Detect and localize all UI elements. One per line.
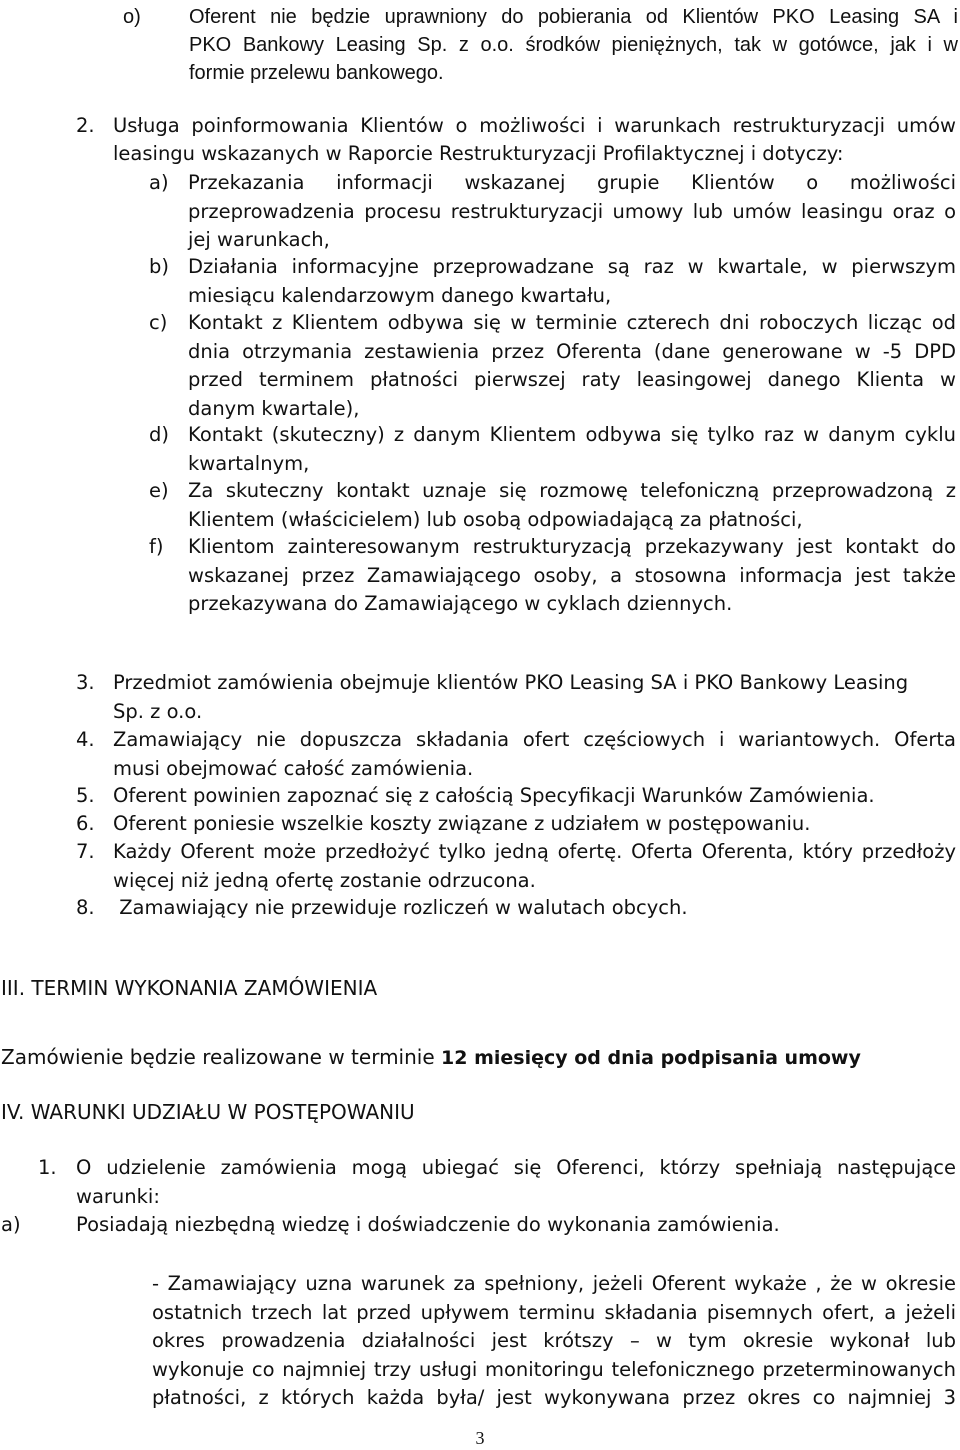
list-item-5 [76, 782, 956, 811]
sub-item-f [149, 533, 956, 619]
text-line: dnia otrzymania zestawienia przez Oferenta (dane generowane w -5 DPD [188, 339, 956, 363]
text-line: O udzielenie zamówienia mogą ubiegać się Oferenci, którzy spełniają następujące [76, 1156, 956, 1179]
list-item-o [123, 3, 958, 87]
text-line: Klientem (właścicielem) lub osobą odpowiadającą za płatności, [188, 507, 803, 531]
text-line: Zamawiający nie dopuszcza składania ofert częściowych i wariantowych. Oferta [113, 728, 956, 751]
list-label: 4. [76, 728, 95, 751]
text-line: leasingu wskazanych w Raporcie Restrukturyzacji Profilaktycznej i dotyczy: [113, 142, 844, 165]
text-line: płatności, z których każda była/ jest wykonywana przez okres co najmniej 3 [152, 1386, 956, 1409]
list-label: 5. [76, 784, 95, 807]
text-line: Każdy Oferent może przedłożyć tylko jedną ofertę. Oferta Oferenta, który przedłoży [113, 840, 956, 863]
sub-item-d [149, 421, 956, 478]
list-label: o) [123, 6, 141, 28]
list-label: 6. [76, 812, 95, 835]
list-item-2 [76, 112, 956, 141]
text-line: więcej niż jedną ofertę zostanie odrzucona. [113, 868, 536, 892]
list-label: c) [149, 311, 168, 334]
list-label: f) [149, 535, 164, 558]
text-line: Klientom zainteresowanym restrukturyzacją przekazywany jest kontakt do [188, 535, 956, 558]
list-label: b) [149, 255, 169, 278]
text-line: wskazanej przez Zamawiającego osoby, a stosowna informacja jest także [188, 563, 956, 587]
text-line: Przekazania informacji wskazanej grupie Klientów o możliwości [188, 171, 956, 194]
section-heading-iii: III. TERMIN WYKONANIA ZAMÓWIENIA [1, 976, 378, 1000]
text-line: okres prowadzenia działalności jest krótszy – w tym okresie wykonał lub [152, 1329, 956, 1352]
text-line: PKO Bankowy Leasing Sp. z o.o. środków pieniężnych, tak w gotówce, jak i w [189, 34, 958, 56]
text-line: - Zamawiający uzna warunek za spełniony, jeżeli Oferent wykaże , że w okresie [152, 1272, 956, 1295]
text-line: przekazywana do Zamawiającego w cyklach dziennych. [188, 592, 733, 615]
list-item-3 [76, 669, 956, 726]
list-label: a) [1, 1213, 21, 1236]
sub-item-e [149, 477, 956, 534]
conditions-item-1 [38, 1154, 956, 1211]
text-line: Działania informacyjne przeprowadzane są raz w kwartale, w pierwszym [188, 255, 956, 278]
term-duration: 12 miesięcy od dnia podpisania umowy [441, 1047, 861, 1069]
text-line: miesiącu kalendarzowym danego kwartału, [188, 283, 612, 307]
text-line: ostatnich trzech lat przed upływem terminu składania pisemnych ofert, a jeżeli [152, 1300, 956, 1324]
text-line: Usługa poinformowania Klientów o możliwości i warunkach restrukturyzacji umów [113, 114, 956, 137]
text-line: Oferent nie będzie uprawniony do pobierania od Klientów PKO Leasing SA i [189, 6, 958, 28]
text-line: Oferent poniesie wszelkie koszty związane z udziałem w postępowaniu. [113, 812, 811, 835]
list-item-4 [76, 726, 956, 783]
sub-item-b [149, 253, 956, 310]
list-label: 2. [76, 114, 95, 137]
text-line: Kontakt z Klientem odbywa się w terminie czterech dni roboczych licząc od [188, 311, 956, 334]
list-label: a) [149, 171, 169, 194]
text-line: danym kwartale), [188, 396, 360, 420]
text-line: przed terminem płatności pierwszej raty leasingowej danego Klienta w [188, 368, 956, 391]
section-heading-iv: IV. WARUNKI UDZIAŁU W POSTĘPOWANIU [1, 1100, 415, 1124]
text-line: Przedmiot zamówienia obejmuje klientów PKO Leasing SA i PKO Bankowy Leasing [113, 671, 909, 694]
text-line: Oferent powinien zapoznać się z całością Specyfikacji Warunków Zamówienia. [113, 784, 875, 807]
list-item-6 [76, 810, 956, 839]
list-item-7 [76, 838, 956, 895]
text-line: Za skuteczny kontakt uznaje się rozmowę telefoniczną przeprowadzoną z [188, 479, 956, 502]
term-text [1, 1043, 861, 1072]
list-label: 7. [76, 840, 95, 863]
list-item-8 [76, 894, 956, 923]
conditions-item-a [1, 1211, 956, 1240]
text-line: formie przelewu bankowego. [189, 62, 444, 84]
text-line: wykonuje co najmniej trzy usługi monitoringu telefonicznego przeterminowanych [152, 1357, 956, 1381]
text-line: Zamawiający nie przewiduje rozliczeń w walutach obcych. [113, 896, 688, 919]
text-line: warunki: [76, 1184, 160, 1208]
list-label: 8. [76, 896, 95, 919]
text-line: jej warunkach, [188, 228, 330, 251]
text-line: przeprowadzenia procesu restrukturyzacji umowy lub umów leasingu oraz o [188, 199, 956, 223]
page-number: 3 [475, 1428, 485, 1448]
list-label: d) [149, 423, 169, 446]
list-label: 3. [76, 671, 95, 694]
sub-item-c [149, 309, 956, 423]
list-item-2-cont [113, 140, 958, 169]
text-line: musi obejmować całość zamówienia. [113, 756, 474, 780]
sub-item-a [149, 169, 956, 255]
list-label: 1. [38, 1156, 57, 1179]
text-line: kwartalnym, [188, 451, 310, 475]
text-line: Posiadają niezbędną wiedzę i doświadczenie do wykonania zamówienia. [76, 1213, 780, 1236]
text-line: Kontakt (skuteczny) z danym Klientem odbywa się tylko raz w danym cyklu [188, 423, 956, 446]
term-text-prefix: Zamówienie będzie realizowane w terminie [1, 1045, 442, 1069]
list-label: e) [149, 479, 169, 502]
text-line: Sp. z o.o. [113, 699, 203, 723]
condition-description [152, 1270, 956, 1413]
